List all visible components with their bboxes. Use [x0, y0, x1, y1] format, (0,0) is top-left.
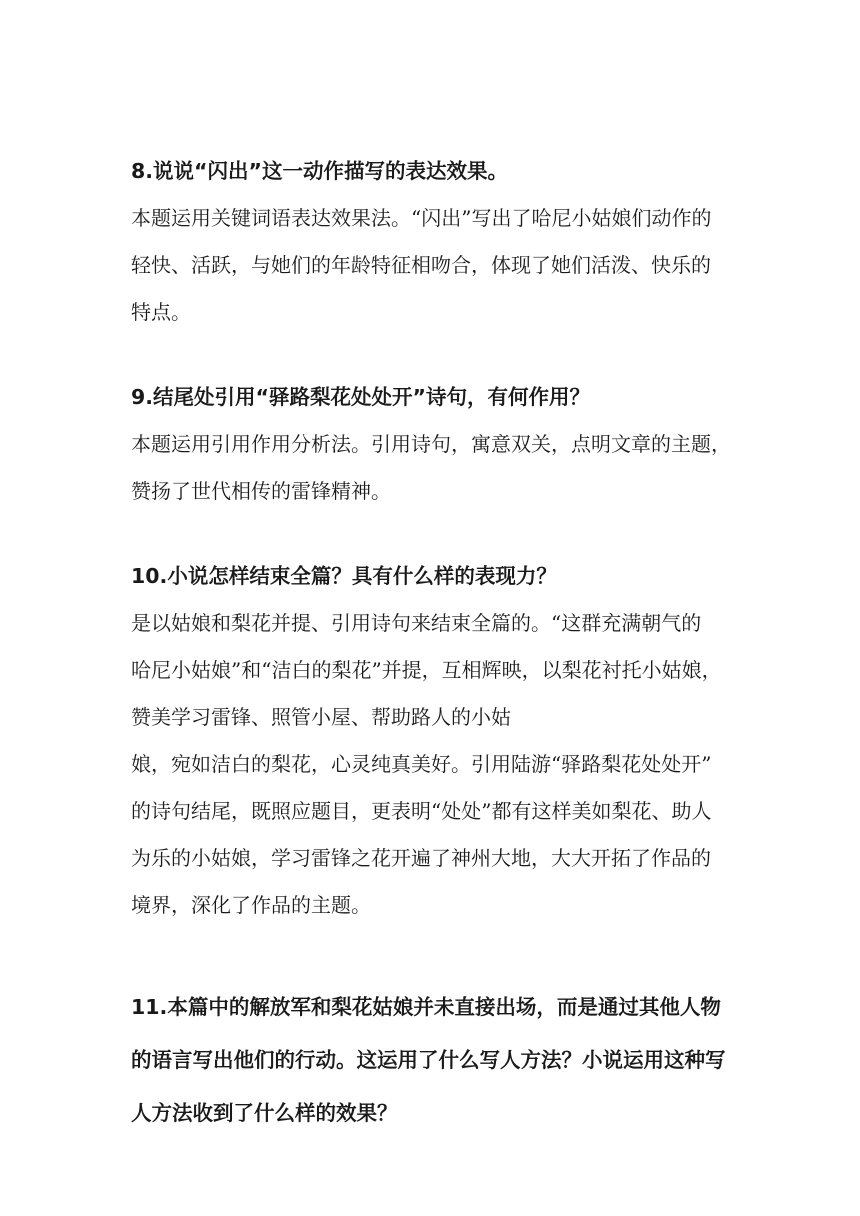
question-9: 9.结尾处引用“驿路梨花处处开”诗句，有何作用？ [131, 385, 590, 409]
answer-10-line-5: 的诗句结尾，既照应题目，更表明“处处”都有这样美如梨花、助人 [131, 799, 712, 823]
answer-8-line-3: 特点。 [131, 300, 191, 324]
answer-10-line-3: 赞美学习雷锋、照管小屋、帮助路人的小姑 [131, 705, 511, 729]
section-gap [131, 929, 731, 981]
answer-9-line-2: 赞扬了世代相传的雷锋精神。 [131, 479, 391, 503]
answer-10-line-4: 娘，宛如洁白的梨花，心灵纯真美好。引用陆游“驿路梨花处处开” [131, 752, 712, 776]
section-gap [131, 336, 731, 374]
question-11-line-3: 人方法收到了什么样的效果？ [131, 1101, 398, 1125]
question-11-line-2: 的语言写出他们的行动。这运用了什么写人方法？小说运用这种写 [131, 1048, 726, 1072]
answer-8-line-1: 本题运用关键词语表达效果法。“闪出”写出了哈尼小姑娘们动作的 [131, 206, 712, 230]
question-8: 8.说说“闪出”这一动作描写的表达效果。 [131, 159, 508, 183]
answer-10-line-2: 哈尼小姑娘”和“洁白的梨花”并提，互相辉映，以梨花衬托小姑娘， [131, 658, 722, 682]
question-10: 10.小说怎样结束全篇？具有什么样的表现力？ [131, 564, 557, 588]
answer-10-line-6: 为乐的小姑娘，学习雷锋之花开遍了神州大地，大大开拓了作品的 [131, 846, 711, 870]
answer-8-line-2: 轻快、活跃，与她们的年龄特征相吻合，体现了她们活泼、快乐的 [131, 253, 711, 277]
answer-9-line-1: 本题运用引用作用分析法。引用诗句，寓意双关，点明文章的主题， [131, 432, 731, 456]
answer-10-line-7: 境界，深化了作品的主题。 [131, 893, 371, 917]
answer-10-line-1: 是以姑娘和梨花并提、引用诗句来结束全篇的。“这群充满朝气的 [131, 611, 702, 635]
section-gap [131, 515, 731, 553]
document-page [131, 148, 731, 1140]
question-11-line-1: 11.本篇中的解放军和梨花姑娘并未直接出场，而是通过其他人物 [131, 995, 721, 1019]
